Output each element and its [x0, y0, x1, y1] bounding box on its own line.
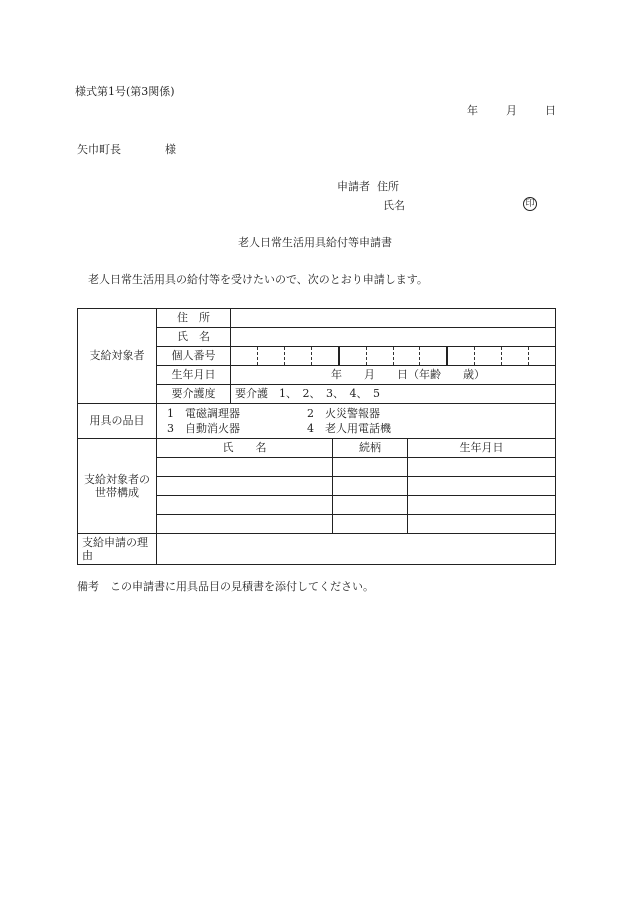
seal-mark: 印: [523, 197, 537, 211]
reason-field[interactable]: [157, 534, 556, 565]
household-row[interactable]: [157, 515, 556, 534]
subject-label: 支給対象者: [78, 309, 157, 404]
care-level-field[interactable]: 要介護 1、 2、 3、 4、 5: [231, 385, 556, 404]
item-3[interactable]: 3 自動消火器: [167, 422, 240, 435]
reason-label: 支給申請の理由: [78, 534, 157, 565]
applicant-address-label: 住所: [377, 180, 399, 193]
item-1[interactable]: 1 電磁調理器: [167, 406, 240, 420]
household-row[interactable]: [157, 458, 556, 477]
household-row[interactable]: [157, 496, 556, 515]
household-col-name: 氏 名: [157, 439, 333, 457]
birthdate-label: 生年月日: [157, 366, 231, 385]
household-col-birthdate: 生年月日: [459, 441, 504, 455]
form-number: 様式第1号(第3関係): [75, 85, 175, 98]
item-2[interactable]: 2 火災警報器: [307, 406, 380, 420]
care-level-label: 要介護度: [157, 385, 231, 404]
applicant-name-label: 氏名: [383, 199, 405, 212]
birthdate-field[interactable]: 年 月 日（年齢 歳）: [231, 366, 556, 385]
items-label: 用具の品目: [78, 404, 157, 439]
address-field[interactable]: [231, 309, 556, 328]
household-label: 支給対象者の世帯構成: [78, 439, 157, 534]
applicant-address-line: [337, 181, 399, 192]
household-header: [157, 439, 556, 458]
id-number-label: 個人番号: [157, 347, 231, 366]
document-title: 老人日常生活用具給付等申請書: [238, 236, 392, 249]
note-text: 備考 この申請書に用具品目の見積書を添付してください。: [77, 580, 374, 593]
household-row[interactable]: [157, 477, 556, 496]
date-day: 日: [545, 104, 556, 117]
applicant-label: 申請者: [337, 180, 370, 193]
date-line: [467, 105, 556, 116]
date-year: 年: [467, 104, 478, 117]
address-label: 住 所: [157, 309, 231, 328]
item-4[interactable]: 4 老人用電話機: [307, 422, 391, 435]
intro-text: 老人日常生活用具の給付等を受けたいので、次のとおり申請します。: [88, 273, 428, 286]
application-table: [77, 308, 556, 565]
name-field[interactable]: [231, 328, 556, 347]
household-col-relation: 続柄: [333, 439, 408, 457]
items-list: [157, 404, 556, 439]
date-month: 月: [506, 104, 517, 117]
id-number-field[interactable]: [231, 347, 556, 366]
name-label: 氏 名: [157, 328, 231, 347]
addressee: 矢巾町長 様: [77, 143, 176, 156]
